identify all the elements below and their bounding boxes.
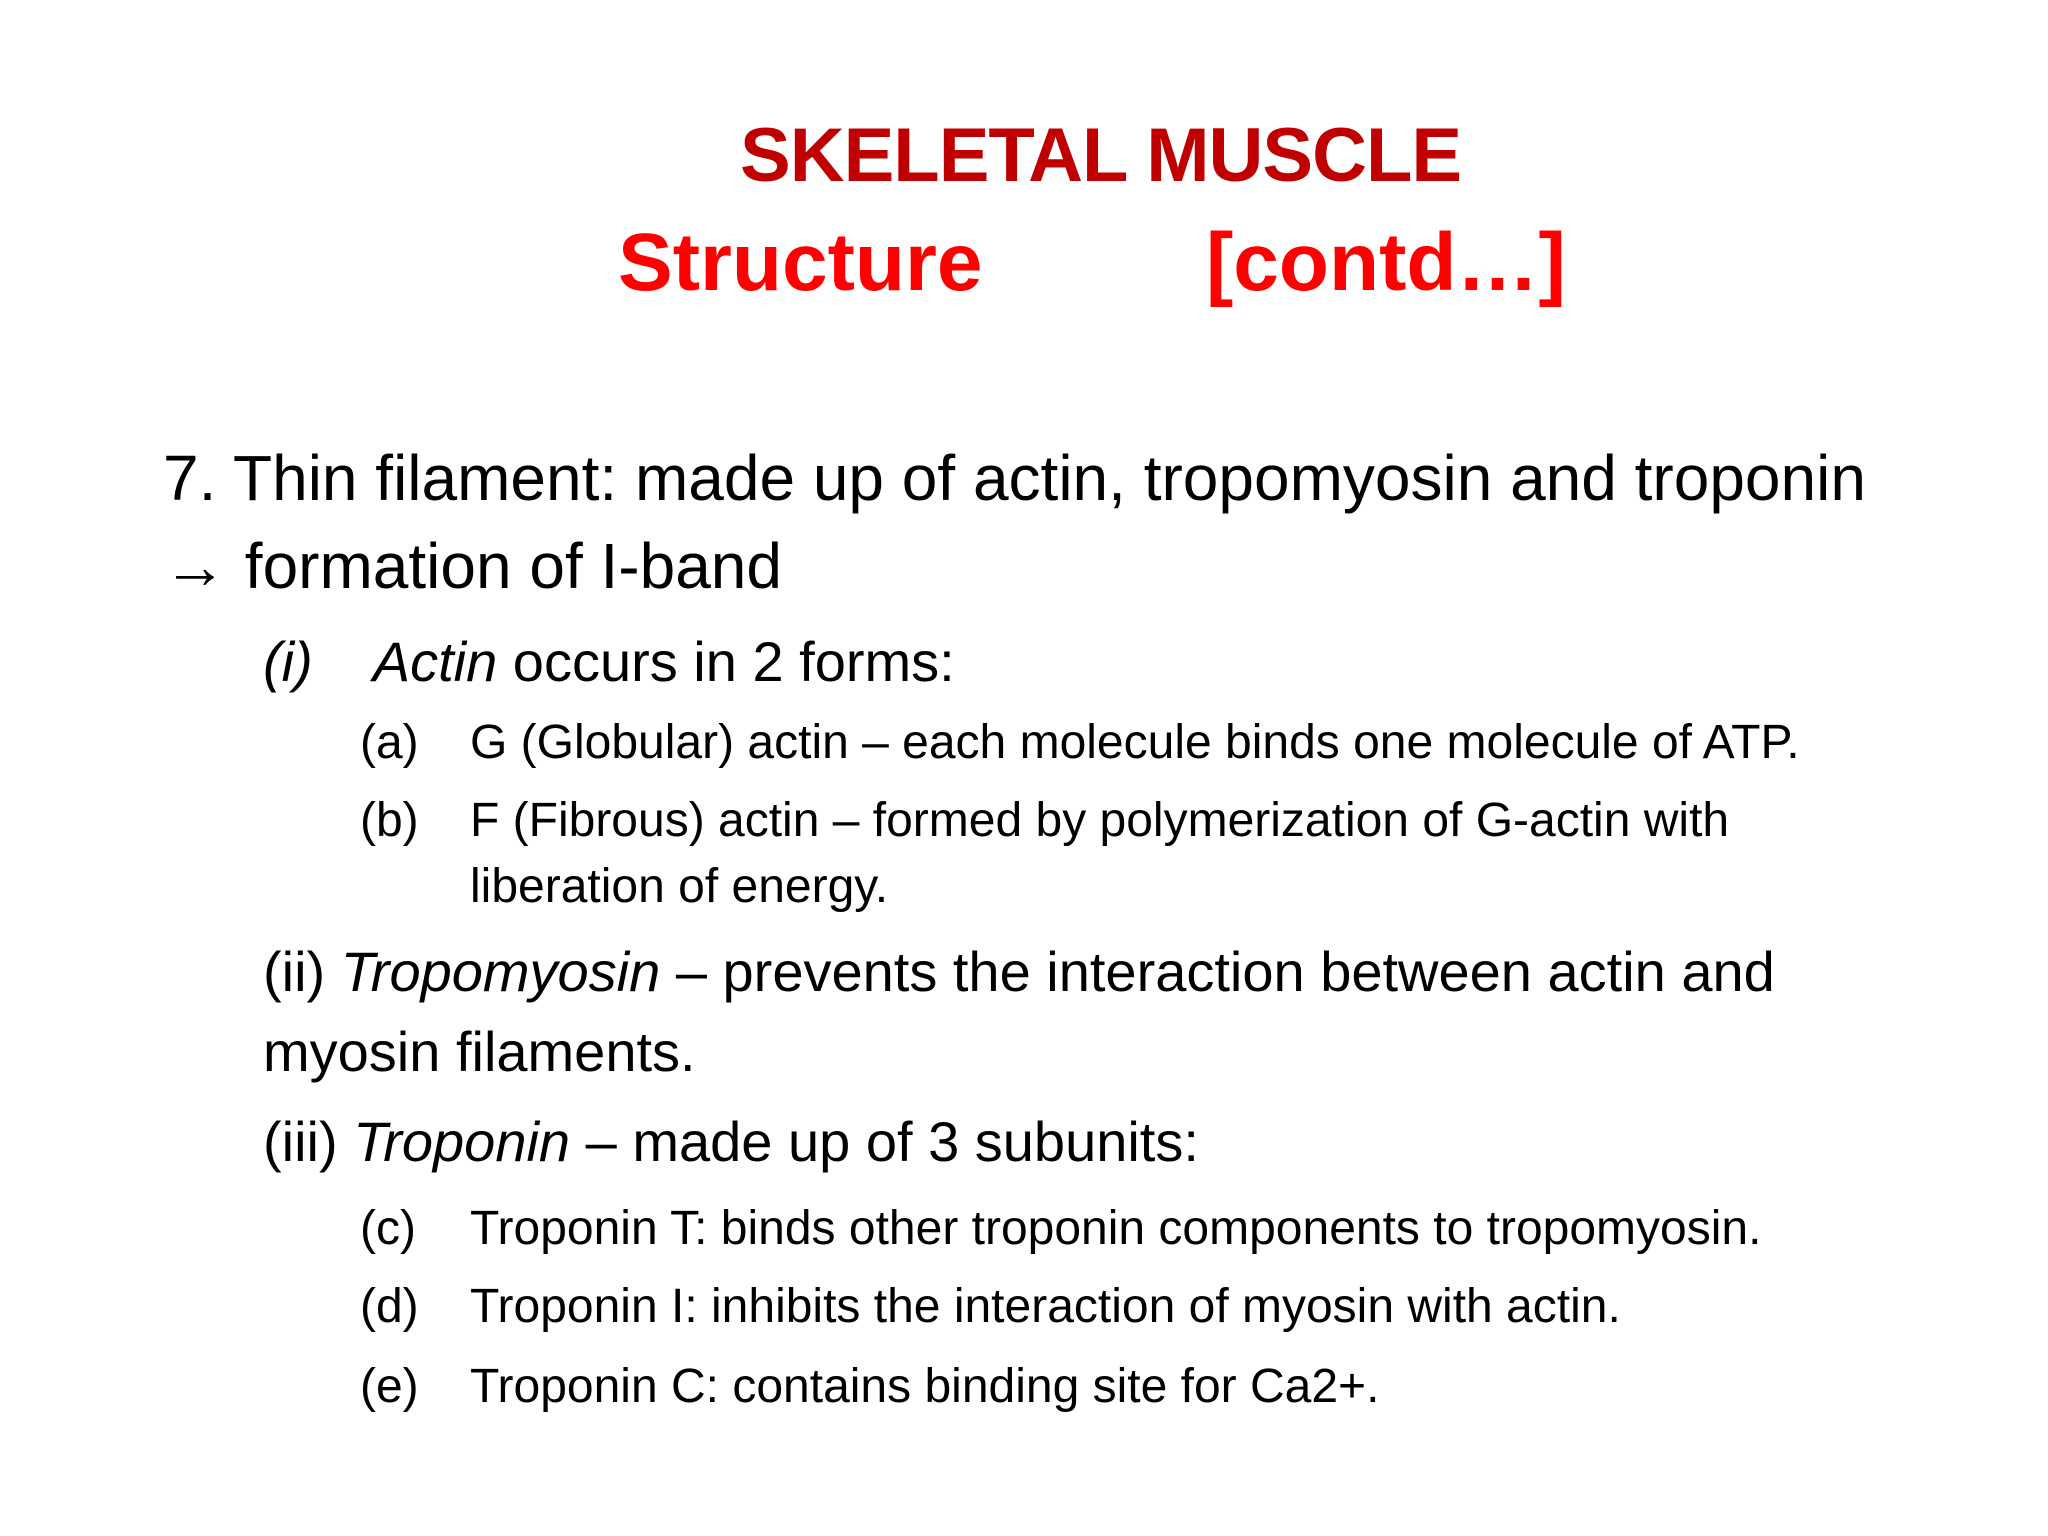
item-iii-text: – made up of 3 subunits:	[570, 1110, 1199, 1173]
point-7-thin-filament: 7. Thin filament: made up of actin, tropomyosin and troponin → formation of I-band	[163, 442, 1866, 602]
item-d-label: (d)	[360, 1280, 419, 1333]
item-ii-term: Tropomyosin	[340, 940, 661, 1003]
item-iii-troponin	[263, 1102, 1913, 1182]
item-c-text: Troponin T: binds other troponin components to tropomyosin.	[470, 1202, 1762, 1255]
slide-subtitle-structure: Structure	[618, 217, 983, 308]
item-ii-label: (ii)	[263, 940, 341, 1003]
item-i-text: occurs in 2 forms:	[497, 630, 955, 693]
item-i-label: (i)	[263, 630, 313, 693]
slide-title: SKELETAL MUSCLE	[740, 113, 1462, 198]
item-iii-label: (iii)	[263, 1110, 354, 1173]
item-ii-text: – prevents the interaction between actin and myosin filaments.	[263, 940, 1775, 1083]
item-ii-tropomyosin	[263, 932, 1913, 1092]
item-d-text: Troponin I: inhibits the interaction of myosin with actin.	[470, 1280, 1621, 1333]
item-i-actin	[263, 622, 1913, 702]
item-b-label: (b)	[360, 794, 419, 847]
slide-subtitle-contd: [contd…]	[1206, 217, 1566, 308]
item-e-text: Troponin C: contains binding site for Ca2+.	[470, 1360, 1380, 1413]
item-b-text: F (Fibrous) actin – formed by polymerization of G-actin with liberation of energy.	[470, 794, 1730, 913]
item-a-label: (a)	[360, 716, 419, 769]
item-c-label: (c)	[360, 1202, 416, 1255]
item-iii-term: Troponin	[353, 1110, 571, 1173]
item-i-term: Actin	[372, 630, 498, 693]
item-a-text: G (Globular) actin – each molecule binds one molecule of ATP.	[470, 716, 1800, 769]
item-e-label: (e)	[360, 1360, 419, 1413]
